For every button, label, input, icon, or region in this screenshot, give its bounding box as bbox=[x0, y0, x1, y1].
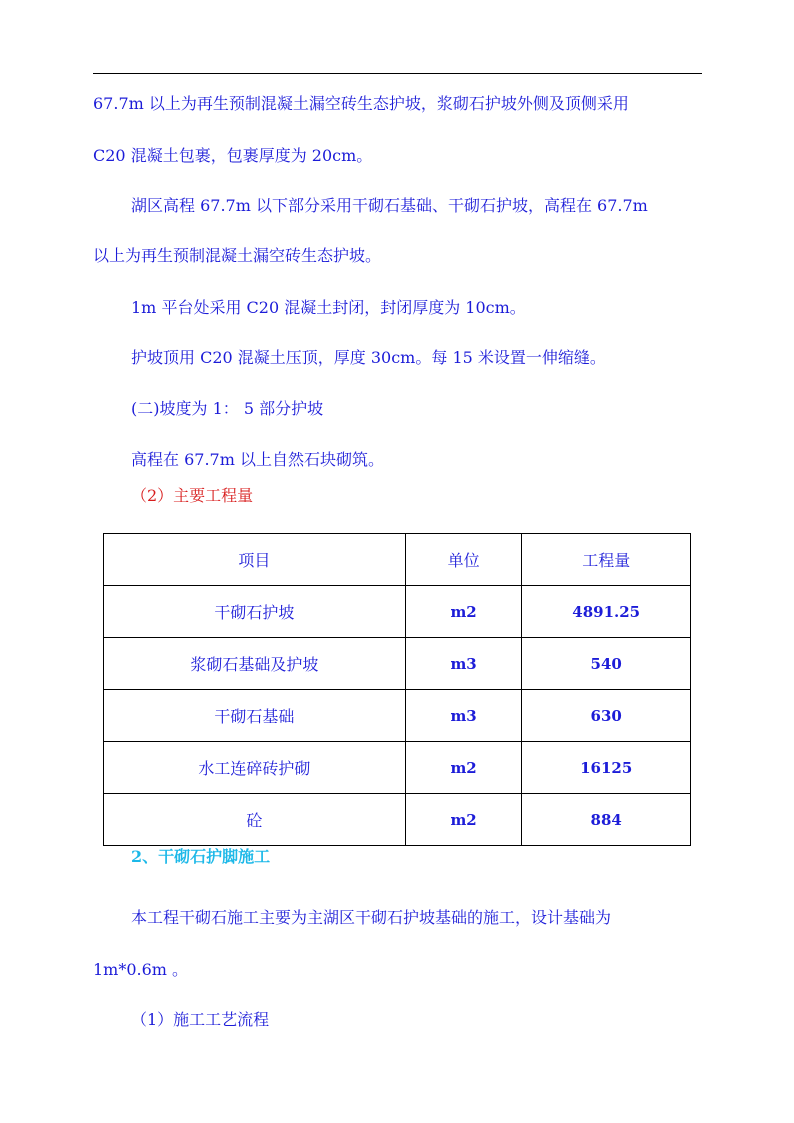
table-header-unit: 单位 bbox=[405, 534, 522, 586]
table-cell-item: 浆砌石基础及护坡 bbox=[104, 638, 406, 690]
paragraph-line-2: C20 混凝土包裹，包裹厚度为 20cm。 bbox=[93, 146, 373, 165]
table-row bbox=[104, 690, 691, 742]
table-cell-item: 砼 bbox=[104, 794, 406, 846]
sub-heading-process-flow: （1）施工工艺流程 bbox=[131, 1010, 270, 1029]
table-header-row bbox=[104, 534, 691, 586]
table-cell-unit: m2 bbox=[405, 794, 522, 846]
paragraph-line-6: 护坡顶用 C20 混凝土压顶，厚度 30cm。每 15 米设置一伸缩缝。 bbox=[131, 348, 606, 367]
header-rule bbox=[93, 73, 702, 74]
table-row bbox=[104, 638, 691, 690]
table-header-quantity: 工程量 bbox=[522, 534, 691, 586]
table-cell-unit: m3 bbox=[405, 690, 522, 742]
table-cell-quantity: 16125 bbox=[522, 742, 691, 794]
table-row bbox=[104, 742, 691, 794]
table-row bbox=[104, 794, 691, 846]
table-cell-item: 干砌石基础 bbox=[104, 690, 406, 742]
paragraph-line-1: 67.7m 以上为再生预制混凝土漏空砖生态护坡，浆砌石护坡外侧及顶侧采用 bbox=[93, 94, 629, 113]
table-cell-item: 干砌石护坡 bbox=[104, 586, 406, 638]
table-cell-quantity: 630 bbox=[522, 690, 691, 742]
section-heading-main-quantities: （2）主要工程量 bbox=[131, 486, 254, 505]
paragraph-line-3: 湖区高程 67.7m 以下部分采用干砌石基础、干砌石护坡，高程在 67.7m bbox=[131, 196, 648, 215]
table-cell-quantity: 540 bbox=[522, 638, 691, 690]
table-cell-item: 水工连碎砖护砌 bbox=[104, 742, 406, 794]
body-paragraph-line-1: 本工程干砌石施工主要为主湖区干砌石护坡基础的施工，设计基础为 bbox=[131, 908, 612, 927]
body-paragraph-line-2: 1m*0.6m 。 bbox=[93, 960, 189, 979]
table-cell-unit: m2 bbox=[405, 742, 522, 794]
paragraph-line-5: 1m 平台处采用 C20 混凝土封闭，封闭厚度为 10cm。 bbox=[131, 298, 526, 317]
paragraph-line-4: 以上为再生预制混凝土漏空砖生态护坡。 bbox=[93, 246, 382, 265]
paragraph-line-8: 高程在 67.7m 以上自然石块砌筑。 bbox=[131, 450, 384, 469]
section-heading-dry-stone-toe: 2、干砌石护脚施工 bbox=[131, 847, 271, 866]
paragraph-line-7: (二)坡度为 1： 5 部分护坡 bbox=[131, 399, 324, 418]
table-cell-quantity: 4891.25 bbox=[522, 586, 691, 638]
table-header-item: 项目 bbox=[104, 534, 406, 586]
table-cell-quantity: 884 bbox=[522, 794, 691, 846]
table-cell-unit: m3 bbox=[405, 638, 522, 690]
table-row bbox=[104, 586, 691, 638]
table-cell-unit: m2 bbox=[405, 586, 522, 638]
quantities-table bbox=[103, 533, 691, 846]
